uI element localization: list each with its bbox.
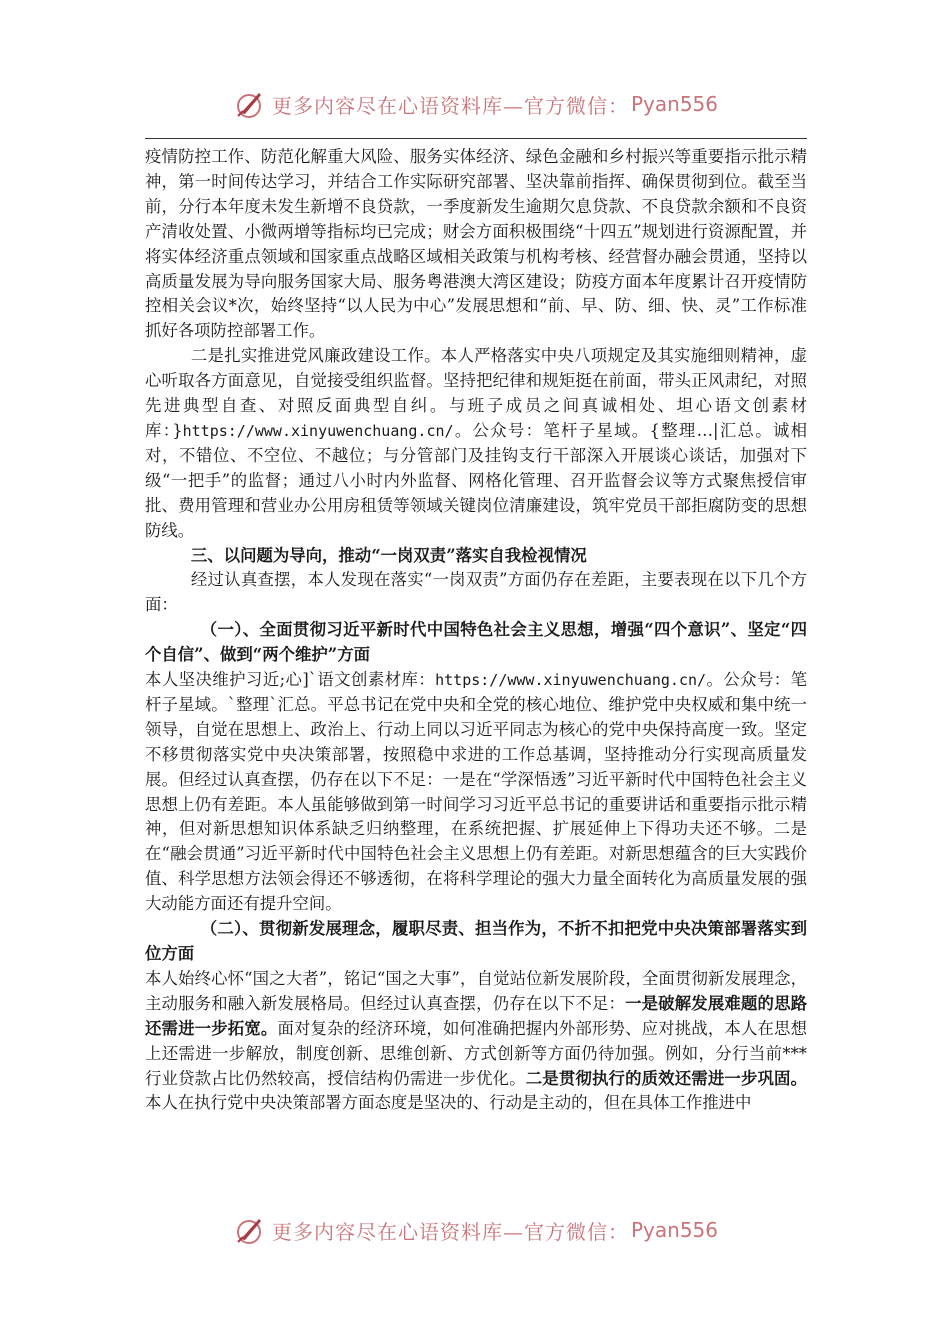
subsection-heading-one: （一）、全面贯彻习近平新时代中国特色社会主义思想，增强“四个意识”、坚定“四个自信”、做到“两个维护”方面: [145, 620, 807, 665]
paragraph-url: https://www.xinyuwenchuang.cn/: [182, 421, 454, 440]
paragraph-subsection-two: [145, 967, 807, 1116]
quill-logo-icon: [232, 1213, 266, 1247]
header-banner-handle: Pyan556: [630, 92, 718, 116]
paragraph-text: 。公众号：笔杆子星域。{整理…|汇总。诚相对，不错位、不空位、不越位；与分管部门及挂钩支行干部深入开展谈心谈话，加强对下级“一把手”的监督；通过八小时内外监督、网格化管理、召开监督会议等方式聚焦授信审批、费用管理和营业办公用房租赁等领域关键岗位清廉建设，筑牢党员干部拒腐防变的思想防线。: [145, 420, 807, 540]
paragraph-party-conduct: [145, 344, 807, 543]
paragraph-text: 本人始终心怀“国之大者”，铭记“国之大事”，自觉站位新发展阶段，全面贯彻新发展理念，主动服务和融入新发展格局。但经过认真查摆，仍存在以下不足：: [145, 968, 807, 1013]
paragraph-intro: 经过认真查摆，本人发现在落实“一岗双责”方面仍存在差距，主要表现在以下几个方面：: [145, 570, 807, 615]
header-divider: [145, 138, 807, 139]
section-heading-three: 三、以问题为导向，推动“一岗双责”落实自我检视情况: [190, 545, 587, 565]
paragraph-continuation: 疫情防控工作、防范化解重大风险、服务实体经济、绿色金融和乡村振兴等重要指示批示精神，第一时间传达学习，并结合工作实际研究部署、坚决靠前指挥、确保贯彻到位。截至当前，分行本年度未发生新增不良贷款，一季度新发生逾期欠息贷款、不良贷款余额和不良资产清收处置、小微两增等指标均已完成；财会方面积极围绕“十四五”规划进行资源配置，并将实体经济重点领域和国家重点战略区域相关政策与机构考核、经营督办融会贯通，坚持以高质量发展为导向服务国家大局、服务粤港澳大湾区建设；防疫方面本年度累计召开疫情防控相关会议*次，始终坚持“以人民为中心”发展思想和“前、早、防、细、快、灵”工作标准抓好各项防控部署工作。: [145, 147, 807, 341]
footer-banner-handle: Pyan556: [630, 1218, 718, 1242]
paragraph-text: 本人在执行党中央决策部署方面态度是坚决的、行动是主动的，但在具体工作推进中: [145, 1093, 752, 1113]
document-body: [145, 145, 807, 1116]
paragraph-text: 二是扎实推进党风廉政建设工作。本人严格落实中央八项规定及其实施细则精神，虚心听取各方面意见，自觉接受组织监督。坚持把纪律和规矩挺在前面，带头正风肃纪，对照先进典型自查、对照反面典型自纠。与班子成员之间真诚相处、坦心语文创素材库：}: [145, 346, 807, 440]
paragraph-text: 面对复杂的经济环境，如何准确把握内外部形势、应对挑战，本人在思想上还需进一步解放，制度创新、思维创新、方式创新等方面仍待加强。例如，分行当前***行业贷款占比仍然较高，授信结构仍需进一步优化。: [145, 1018, 808, 1088]
header-banner-text: 更多内容尽在心语资料库—官方微信：: [271, 93, 629, 118]
quill-logo-icon: [232, 87, 266, 121]
paragraph-text: 。公众号：笔杆子星域。`整理`汇总。平总书记在党中央和全党的核心地位、维护党中央权威和集中统一领导，自觉在思想上、政治上、行动上同以习近平同志为核心的党中央保持高度一致。坚定不移贯彻落实党中央决策部署，按照稳中求进的工作总基调，坚持推动分行实现高质量发展。但经过认真查摆，仍存在以下不足：一是在“学深悟透”习近平新时代中国特色社会主义思想上仍有差距。本人虽能够做到第一时间学习习近平总书记的重要讲话和重要指示批示精神，但对新思想知识体系缺乏归纳整理，在系统把握、扩展延伸上下得功夫还不够。二是在“融会贯通”习近平新时代中国特色社会主义思想上仍有差距。对新思想蕴含的巨大实践价值、科学思想方法领会得还不够透彻，在将科学理论的强大力量全面转化为高质量发展的强大动能方面还有提升空间。: [145, 670, 807, 914]
paragraph-url: https://www.xinyuwenchuang.cn/: [435, 671, 707, 690]
paragraph-text: 本人坚决维护习近;心]`语文创素材库：: [145, 670, 436, 690]
paragraph-bold-point: 二是贯彻执行的质效还需进一步巩固。: [525, 1068, 808, 1088]
paragraph-subsection-one: [145, 668, 807, 917]
subsection-heading-two: （二）、贯彻新发展理念，履职尽责、担当作为，不折不扣把党中央决策部署落实到位方面: [145, 919, 807, 963]
footer-banner-text: 更多内容尽在心语资料库—官方微信：: [271, 1219, 629, 1244]
page-header-banner: [0, 84, 950, 124]
page-footer-banner: [0, 1210, 950, 1250]
paragraph-bold-point: 一是破解发展难题的思路还需进一步拓宽。: [145, 993, 808, 1038]
